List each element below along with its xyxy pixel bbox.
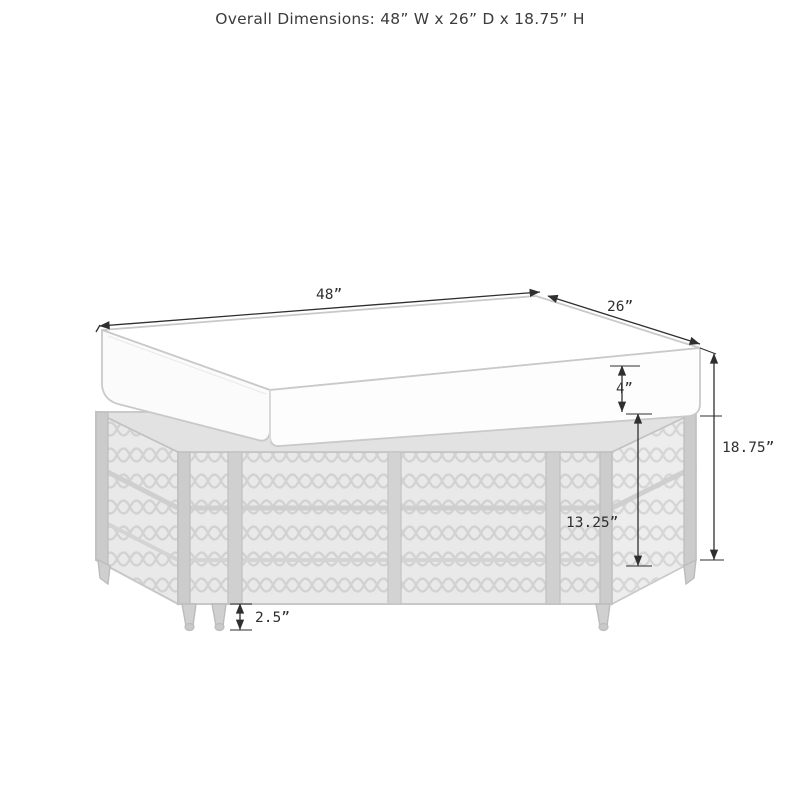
dimension-label-cushion-height: 4” bbox=[616, 381, 633, 397]
page-title: Overall Dimensions: 48” W x 26” D x 18.75” H bbox=[215, 10, 585, 28]
dimension-label-leg-height: 2.5” bbox=[255, 610, 290, 626]
dimension-label-total-height: 18.75” bbox=[722, 440, 775, 456]
dimension-label-frame-height: 13.25” bbox=[566, 515, 619, 531]
dimension-label-depth: 26” bbox=[607, 299, 634, 315]
dimension-label-width: 48” bbox=[316, 287, 343, 303]
